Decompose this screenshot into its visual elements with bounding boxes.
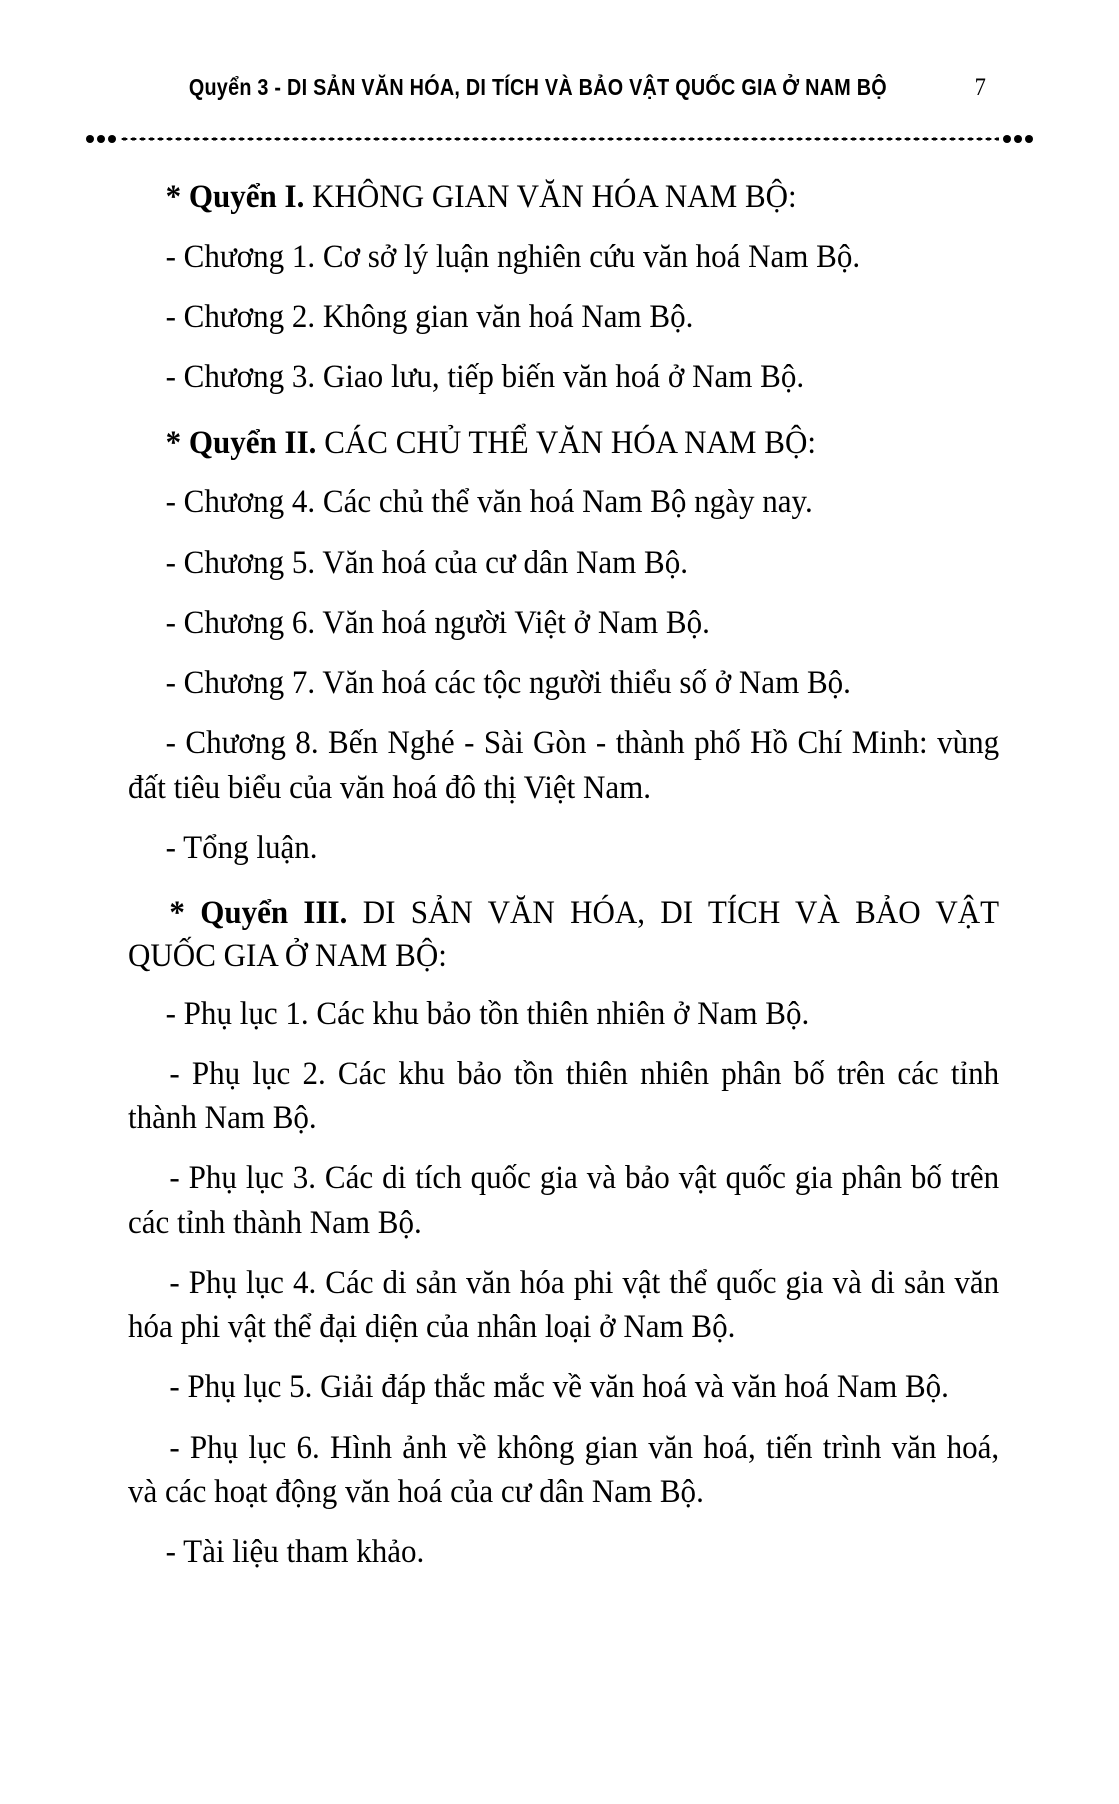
running-header-title: Quyển 3 - DI SẢN VĂN HÓA, DI TÍCH VÀ BẢO VẬT QUỐC GIA Ở NAM BỘ	[189, 74, 888, 100]
section-heading-lead: * Quyển III.	[169, 894, 348, 931]
dotted-rule-icon	[86, 133, 1033, 145]
list-item: - Chương 8. Bến Nghé - Sài Gòn - thành phố Hồ Chí Minh: vùng đất tiêu biểu của văn hoá đô thị Việt Nam.	[128, 725, 1000, 806]
list-item: - Tổng luận.	[165, 829, 318, 866]
section-heading-caps: KHÔNG GIAN VĂN HÓA NAM BỘ:	[304, 179, 797, 215]
list-item: - Phụ lục 3. Các di tích quốc gia và bảo vật quốc gia phân bố trên các tỉnh thành Nam Bộ.	[128, 1160, 1000, 1241]
list-item: - Chương 1. Cơ sở lý luận nghiên cứu văn hoá Nam Bộ.	[165, 238, 861, 275]
rule-right-dots-icon	[1003, 135, 1033, 143]
section-heading	[128, 892, 999, 978]
section-heading-caps: DI SẢN VĂN HÓA, DI TÍCH VÀ BẢO VẬT QUỐC GIA Ở NAM BỘ:	[128, 894, 1000, 974]
list-item: - Chương 3. Giao lưu, tiếp biến văn hoá ở Nam Bộ.	[165, 359, 805, 396]
section-heading	[128, 422, 999, 465]
running-header	[0, 74, 1119, 114]
list-item: - Chương 5. Văn hoá của cư dân Nam Bộ.	[165, 544, 689, 581]
list-item: - Chương 2. Không gian văn hoá Nam Bộ.	[165, 299, 694, 336]
list-item: - Phụ lục 2. Các khu bảo tồn thiên nhiên phân bố trên các tỉnh thành Nam Bộ.	[128, 1055, 1000, 1137]
list-item: - Tài liệu tham khảo.	[165, 1533, 425, 1570]
list-item: - Phụ lục 4. Các di sản văn hóa phi vật thể quốc gia và di sản văn hóa phi vật thể đại diện của nhân loại ở Nam Bộ.	[128, 1264, 1000, 1346]
section-quyen-3	[128, 892, 999, 1574]
list-item: - Phụ lục 1. Các khu bảo tồn thiên nhiên ở Nam Bộ.	[165, 995, 810, 1032]
section-heading	[128, 176, 999, 219]
rule-left-dots-icon	[86, 135, 116, 143]
section-heading-caps: CÁC CHỦ THỂ VĂN HÓA NAM BỘ:	[316, 424, 816, 461]
rule-dotted-line	[120, 137, 999, 141]
list-item: - Phụ lục 5. Giải đáp thắc mắc về văn hoá và văn hoá Nam Bộ.	[169, 1369, 949, 1406]
list-item: - Phụ lục 6. Hình ảnh về không gian văn hoá, tiến trình văn hoá, và các hoạt động văn hoá của cư dân Nam Bộ.	[128, 1429, 1000, 1510]
section-heading-lead: * Quyển II.	[165, 424, 317, 461]
list-item: - Chương 4. Các chủ thể văn hoá Nam Bộ ngày nay.	[165, 484, 813, 521]
section-heading-lead: * Quyển I.	[165, 179, 305, 215]
page-content	[128, 176, 999, 1590]
list-item: - Chương 7. Văn hoá các tộc người thiểu số ở Nam Bộ.	[165, 665, 851, 702]
section-quyen-2	[128, 422, 999, 870]
page-number: 7	[974, 74, 986, 101]
list-item: - Chương 6. Văn hoá người Việt ở Nam Bộ.	[165, 604, 710, 641]
section-quyen-1	[128, 176, 999, 400]
